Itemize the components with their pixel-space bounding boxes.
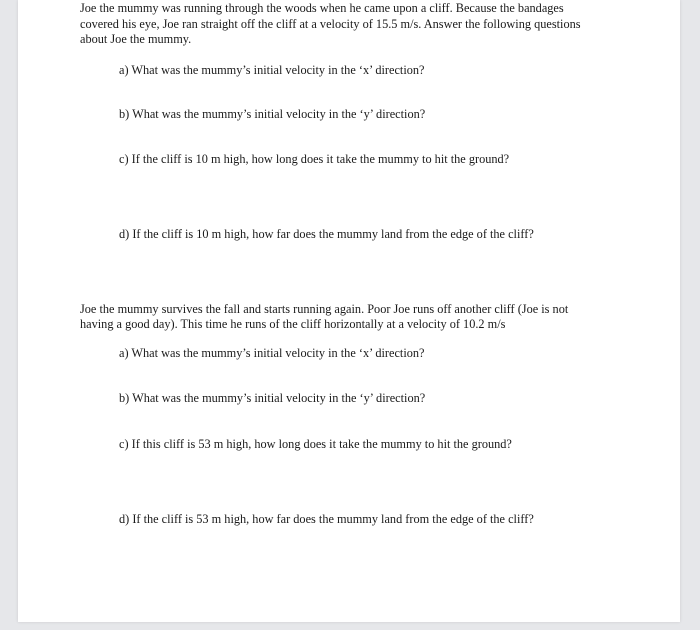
problem2-question-d: d) If the cliff is 53 m high, how far does the mummy land from the edge of the cliff? [119, 512, 534, 526]
problem1-intro-line-2: covered his eye, Joe ran straight off the cliff at a velocity of 15.5 m/s. Answer the following questions [80, 17, 581, 31]
document-page [18, 0, 680, 622]
problem2-question-b: b) What was the mummy’s initial velocity in the ‘y’ direction? [119, 391, 426, 405]
problem2-intro-line-2: having a good day). This time he runs of the cliff horizontally at a velocity of 10.2 m/s [80, 317, 506, 331]
problem1-question-a: a) What was the mummy’s initial velocity in the ‘x’ direction? [119, 63, 425, 77]
problem1-question-b: b) What was the mummy’s initial velocity in the ‘y’ direction? [119, 107, 426, 121]
problem2-intro-line-1: Joe the mummy survives the fall and starts running again. Poor Joe runs off another cliff (Joe is not [80, 302, 569, 316]
problem2-question-c: c) If this cliff is 53 m high, how long does it take the mummy to hit the ground? [119, 437, 512, 451]
problem1-intro-line-3: about Joe the mummy. [80, 32, 192, 46]
problem1-question-c: c) If the cliff is 10 m high, how long does it take the mummy to hit the ground? [119, 152, 510, 166]
problem1-intro-line-1: Joe the mummy was running through the woods when he came upon a cliff. Because the bandages [80, 1, 564, 15]
problem2-question-a: a) What was the mummy’s initial velocity in the ‘x’ direction? [119, 346, 425, 360]
problem1-question-d: d) If the cliff is 10 m high, how far does the mummy land from the edge of the cliff? [119, 227, 534, 241]
